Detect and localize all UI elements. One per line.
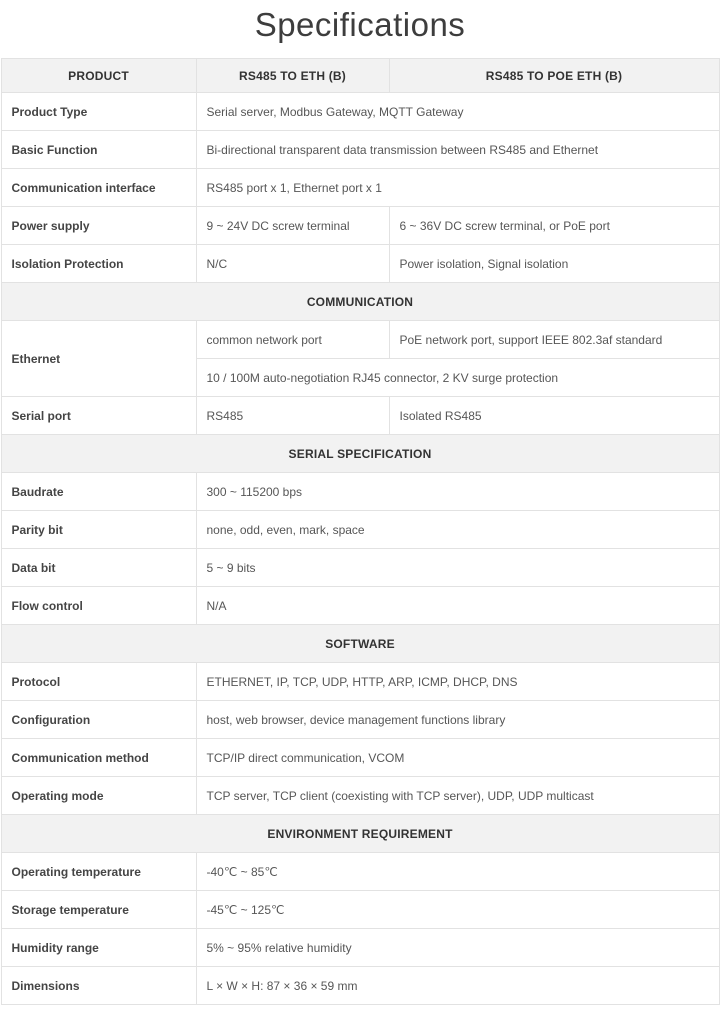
- row-value: 9 ~ 24V DC screw terminal: [196, 207, 389, 245]
- spec-table-head: [1, 59, 719, 93]
- row-value: 5% ~ 95% relative humidity: [196, 929, 719, 967]
- table-row: [1, 245, 719, 283]
- row-value: common network port: [196, 321, 389, 359]
- table-row: [1, 93, 719, 131]
- table-row: [1, 169, 719, 207]
- table-row: [1, 397, 719, 435]
- section-header: COMMUNICATION: [1, 283, 719, 321]
- table-row: [1, 663, 719, 701]
- table-row: [1, 549, 719, 587]
- row-value: -40℃ ~ 85℃: [196, 853, 719, 891]
- table-row: [1, 701, 719, 739]
- row-value: -45℃ ~ 125℃: [196, 891, 719, 929]
- row-value: Power isolation, Signal isolation: [389, 245, 719, 283]
- row-label: Data bit: [1, 549, 196, 587]
- row-value: 6 ~ 36V DC screw terminal, or PoE port: [389, 207, 719, 245]
- row-label: Operating temperature: [1, 853, 196, 891]
- row-label: Humidity range: [1, 929, 196, 967]
- row-value: 5 ~ 9 bits: [196, 549, 719, 587]
- table-row: [1, 777, 719, 815]
- row-label: Serial port: [1, 397, 196, 435]
- table-row: [1, 511, 719, 549]
- row-value: host, web browser, device management functions library: [196, 701, 719, 739]
- section-header: SOFTWARE: [1, 625, 719, 663]
- header-row: [1, 59, 719, 93]
- row-value: ETHERNET, IP, TCP, UDP, HTTP, ARP, ICMP, DHCP, DNS: [196, 663, 719, 701]
- row-value: Serial server, Modbus Gateway, MQTT Gateway: [196, 93, 719, 131]
- table-row: [1, 967, 719, 1005]
- table-row: [1, 587, 719, 625]
- row-value: Isolated RS485: [389, 397, 719, 435]
- row-label: Configuration: [1, 701, 196, 739]
- row-label: Flow control: [1, 587, 196, 625]
- row-label: Storage temperature: [1, 891, 196, 929]
- row-label: Protocol: [1, 663, 196, 701]
- row-label: Dimensions: [1, 967, 196, 1005]
- row-value: N/C: [196, 245, 389, 283]
- section-row: [1, 435, 719, 473]
- section-row: [1, 815, 719, 853]
- row-value: Bi-directional transparent data transmission between RS485 and Ethernet: [196, 131, 719, 169]
- row-value: 10 / 100M auto-negotiation RJ45 connector, 2 KV surge protection: [196, 359, 719, 397]
- row-label: Ethernet: [1, 321, 196, 397]
- row-value: RS485 port x 1, Ethernet port x 1: [196, 169, 719, 207]
- row-value: L × W × H: 87 × 36 × 59 mm: [196, 967, 719, 1005]
- table-row: [1, 321, 719, 359]
- row-label: Parity bit: [1, 511, 196, 549]
- table-row: [1, 891, 719, 929]
- row-label: Communication method: [1, 739, 196, 777]
- table-row: [1, 739, 719, 777]
- section-row: [1, 283, 719, 321]
- header-cell-model-2: RS485 TO POE ETH (B): [389, 59, 719, 93]
- section-header: SERIAL SPECIFICATION: [1, 435, 719, 473]
- specifications-page: [0, 6, 720, 1005]
- row-label: Communication interface: [1, 169, 196, 207]
- section-row: [1, 625, 719, 663]
- row-value: PoE network port, support IEEE 802.3af standard: [389, 321, 719, 359]
- table-row: [1, 473, 719, 511]
- specifications-table: [1, 58, 720, 1005]
- table-row: [1, 131, 719, 169]
- row-label: Operating mode: [1, 777, 196, 815]
- row-label: Baudrate: [1, 473, 196, 511]
- section-header: ENVIRONMENT REQUIREMENT: [1, 815, 719, 853]
- header-cell-model-1: RS485 TO ETH (B): [196, 59, 389, 93]
- row-value: RS485: [196, 397, 389, 435]
- table-row: [1, 929, 719, 967]
- row-label: Product Type: [1, 93, 196, 131]
- row-value: 300 ~ 115200 bps: [196, 473, 719, 511]
- row-value: TCP server, TCP client (coexisting with TCP server), UDP, UDP multicast: [196, 777, 719, 815]
- row-value: TCP/IP direct communication, VCOM: [196, 739, 719, 777]
- row-label: Isolation Protection: [1, 245, 196, 283]
- table-row: [1, 207, 719, 245]
- row-value: N/A: [196, 587, 719, 625]
- header-cell-product: PRODUCT: [1, 59, 196, 93]
- row-label: Basic Function: [1, 131, 196, 169]
- page-title: Specifications: [254, 6, 466, 43]
- table-row: [1, 853, 719, 891]
- spec-table-body: [1, 93, 719, 1005]
- row-value: none, odd, even, mark, space: [196, 511, 719, 549]
- row-label: Power supply: [1, 207, 196, 245]
